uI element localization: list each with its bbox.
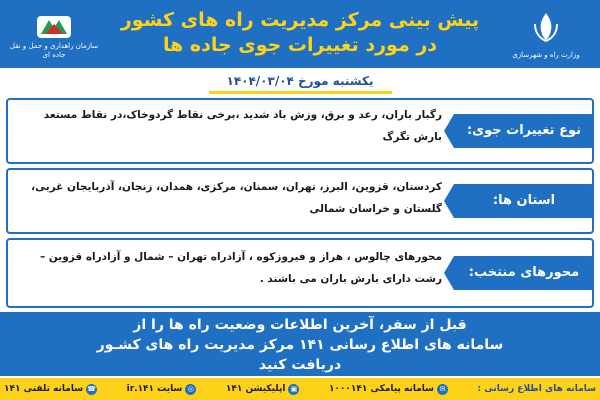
- weather-change-row: [6, 98, 594, 164]
- title-line-1: پیش بینی مرکز مدیریت راه های کشور: [120, 9, 480, 31]
- app-icon: ▣: [288, 384, 299, 395]
- ministry-logo-caption: وزارت راه و شهرسازی: [512, 51, 580, 59]
- advisory-line-3: دریافت کنید: [258, 357, 342, 373]
- provinces-row: [6, 168, 594, 234]
- provinces-text: کردستان، قزوین، البرز، تهران، سمنان، مرکزی، همدان، زنجان، آذربایجان غربی، گلستان و خراسان شمالی: [31, 181, 442, 215]
- selected-roads-row: [6, 238, 594, 308]
- weather-change-label: نوع تغییرات جوی:: [454, 114, 594, 148]
- info-systems-footer: [0, 378, 600, 400]
- advisory-line-1: قبل از سفر، آخرین اطلاعات وضعیت راه ها را از: [133, 317, 467, 333]
- footer-lead-text: سامانه های اطلاع رسانی :: [477, 384, 596, 394]
- advisory-banner: [0, 312, 600, 376]
- rmto-logo-caption: سازمان راهداری و حمل و نقل جاده ای: [9, 42, 99, 59]
- footer-item-web-text: سایت ۱۴۱.ir: [126, 384, 183, 394]
- forecast-date: یکشنبه مورخ ۱۴۰۴/۰۳/۰۴: [209, 71, 392, 94]
- title-line-2: در مورد تغییرات جوی جاده ها: [162, 34, 438, 56]
- weather-change-text: رگبار باران، رعد و برق، وزش باد شدید ،برخی نقاط گردوخاک،در نقاط مستعد بارش تگرگ: [43, 109, 442, 143]
- iran-emblem-icon: [529, 10, 563, 44]
- footer-lead: [478, 384, 596, 394]
- footer-item-web[interactable]: [127, 384, 197, 395]
- date-bar: [0, 68, 600, 94]
- header-banner: [0, 0, 600, 68]
- road-organization-logo-icon: [35, 12, 73, 42]
- selected-roads-text: محورهای چالوس ، هراز و فیروزکوه ، آزادراه تهران – شمال و آزادراه قزوین – رشت دارای بارش باران می باشند .: [39, 251, 442, 285]
- footer-item-app[interactable]: [226, 384, 300, 395]
- web-icon: ◎: [185, 384, 196, 395]
- footer-item-phone[interactable]: [4, 384, 97, 395]
- phone-icon: ☎: [87, 384, 96, 393]
- footer-item-sms[interactable]: [329, 384, 448, 395]
- footer-item-phone-text: سامانه تلفنی ۱۴۱: [4, 384, 84, 394]
- ministry-logo: [496, 6, 596, 62]
- sms-icon: ✉: [437, 384, 448, 395]
- provinces-label: استان ها:: [454, 184, 594, 218]
- rmto-logo: [4, 6, 104, 62]
- footer-item-app-text: اپلیکیشن ۱۴۱: [225, 384, 286, 394]
- footer-item-sms-text: سامانه پیامکی ۱۰۰۰۱۴۱: [328, 384, 435, 394]
- page-title: [110, 8, 490, 58]
- selected-roads-label: محورهای منتخب:: [454, 256, 594, 290]
- advisory-line-2: سامانه های اطلاع رسانی ۱۴۱ مرکز مدیریت راه های کشـور: [96, 337, 504, 353]
